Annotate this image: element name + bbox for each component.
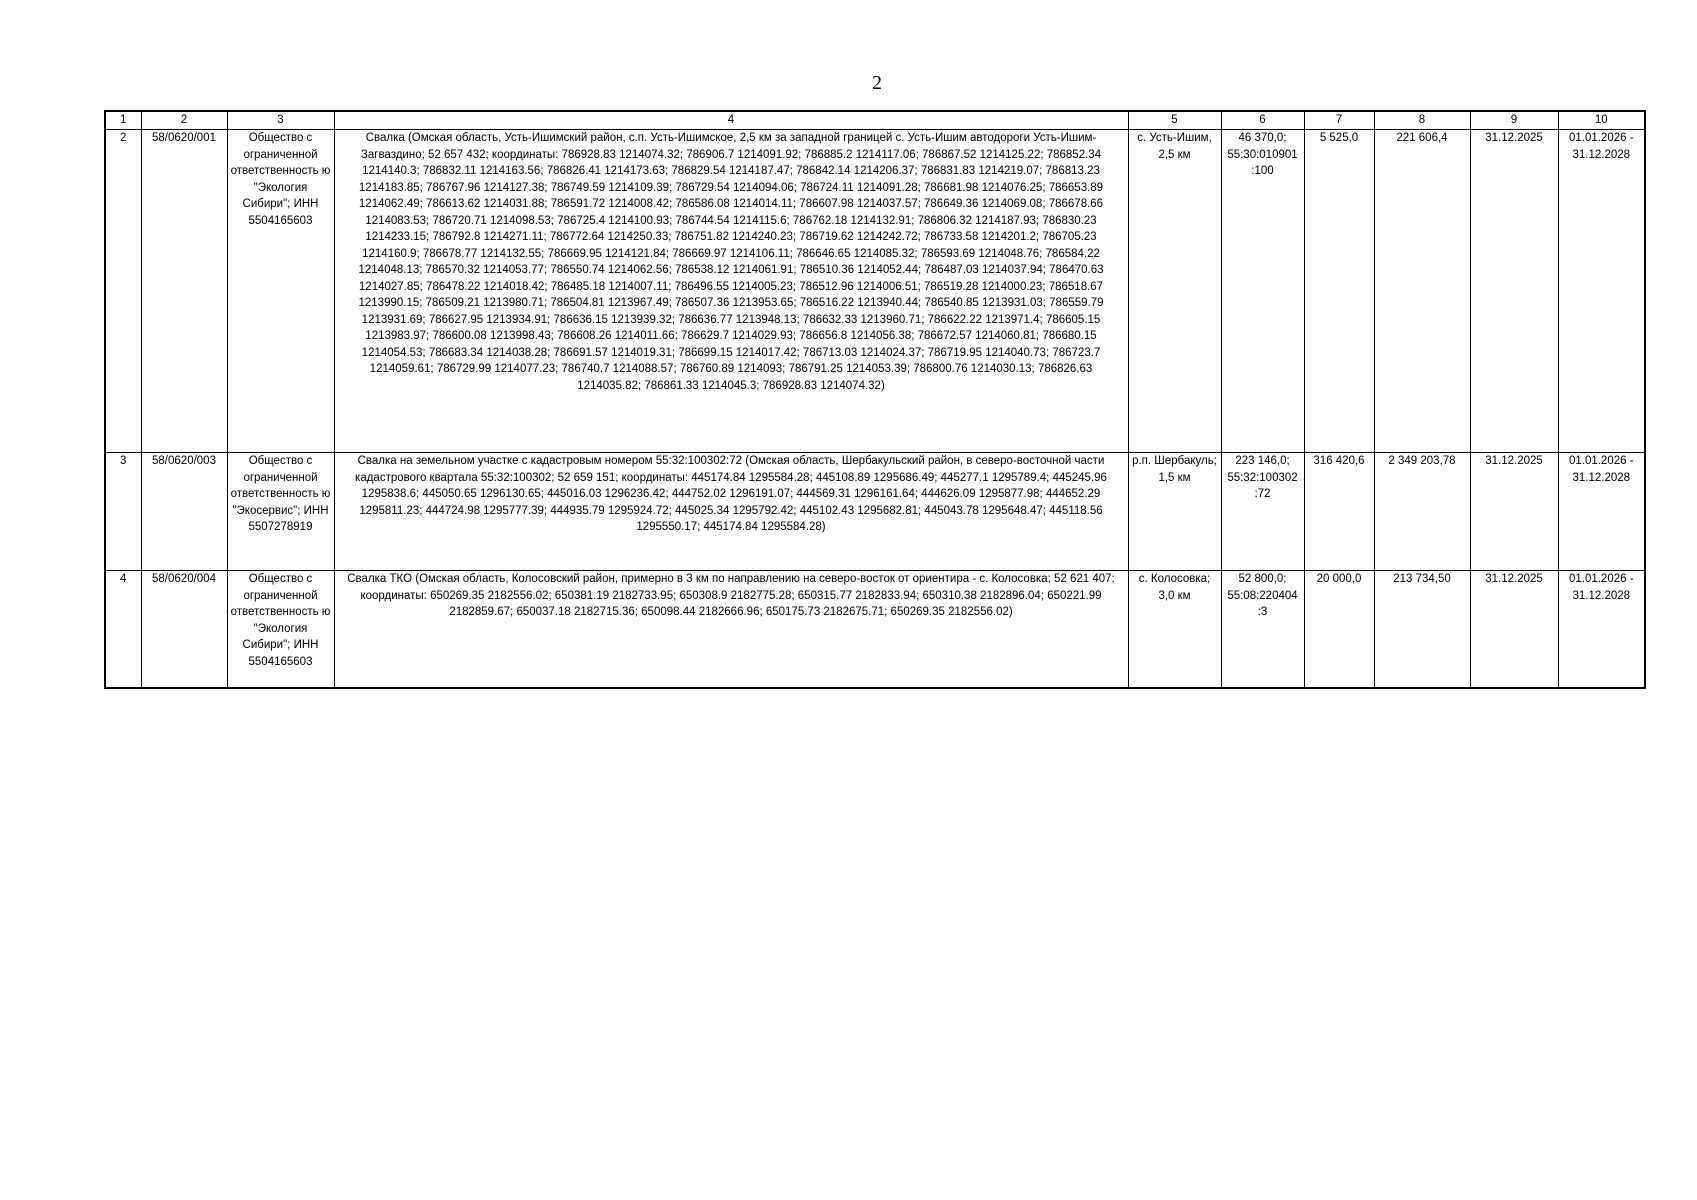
operator-cell: Общество с ограниченной ответственность ю "Экология Сибири"; ИНН 5504165603 [227,130,334,453]
location-cell: р.п. Шербакуль; 1,5 км [1128,453,1221,571]
period-cell: 01.01.2026 - 31.12.2028 [1558,571,1645,689]
table-header-row [105,111,1645,130]
registry-number-cell: 58/0620/003 [141,453,227,571]
area-cadastral-cell: 52 800,0; 55:08:220404 :3 [1221,571,1304,689]
column-header: 1 [105,111,141,130]
value-col7-cell: 20 000,0 [1304,571,1374,689]
column-header: 9 [1470,111,1558,130]
location-cell: с. Усть-Ишим, 2,5 км [1128,130,1221,453]
object-description-cell: Свалка (Омская область, Усть-Ишимский район, с.п. Усть-Ишимское, 2,5 км за западной границей с. Усть-Ишим автодороги Усть-Ишим-Загваздино; 52 657 432; координаты: 786928.83 1214074.32; 786906.7 1214091.92; 786885.2 1214117.06; 786867.52 1214125.22; 786852.34 1214140.3; 786832.11 1214163.56; 786826.41 1214173.63; 786829.54 1214187.47; 786842.14 1214206.37; 786831.83 1214219.07; 786813.23 1214183.85; 786767.96 1214127.38; 786749.59 1214109.39; 786729.54 1214094.06; 786724.11 1214091.28; 786681.98 1214076.25; 786653.89 1214062.49; 786613.62 1214031.88; 786591.72 1214008.42; 786586.08 1214014.11; 786607.98 1214037.57; 786649.36 1214069.08; 786678.66 1214083.53; 786720.71 1214098.53; 786725.4 1214100.93; 786744.54 1214115.6; 786762.18 1214132.91; 786806.32 1214187.93; 786830.23 1214233.15; 786792.8 1214271.11; 786772.64 1214250.33; 786751.82 1214240.23; 786719.62 1214242.72; 786733.58 1214201.2; 786705.23 1214160.9; 786678.77 1214132.55; 786669.95 1214121.84; 786669.97 1214106.11; 786646.65 1214085.32; 786593.69 1214048.76; 786584.22 1214048.13; 786570.32 1214053.77; 786550.74 1214062.56; 786538.12 1214061.91; 786510.36 1214052.44; 786487.03 1214037.94; 786470.63 1214027.85; 786478.22 1214018.42; 786485.18 1214007.11; 786496.55 1214005.23; 786512.96 1214006.51; 786519.28 1214000.23; 786518.67 1213990.15; 786509.21 1213980.71; 786504.81 1213967.49; 786507.36 1213953.65; 786516.22 1213940.44; 786540.85 1213931.03; 786559.79 1213931.69; 786627.95 1213934.91; 786636.15 1213939.32; 786636.77 1213948.13; 786632.33 1213960.71; 786622.22 1213971.4; 786605.15 1213983.97; 786600.08 1213998.43; 786608.26 1214011.66; 786629.7 1214029.93; 786656.8 1214056.38; 786672.57 1214060.81; 786680.15 1214054.53; 786683.34 1214038.28; 786691.57 1214019.31; 786699.15 1214017.42; 786713.03 1214024.37; 786719.95 1214040.73; 786723.7 1214059.61; 786729.99 1214077.23; 786740.7 1214088.57; 786760.89 1214093; 786791.25 1214053.39; 786800.76 1214030.13; 786826.63 1214035.82; 786861.33 1214045.3; 786928.83 1214074.32) [334,130,1128,453]
table-row [105,130,1645,453]
column-header: 3 [227,111,334,130]
registry-number-cell: 58/0620/004 [141,571,227,689]
column-header: 6 [1221,111,1304,130]
area-cadastral-cell: 46 370,0; 55:30:010901 :100 [1221,130,1304,453]
registry-number-cell: 58/0620/001 [141,130,227,453]
location-cell: с. Колосовка; 3,0 км [1128,571,1221,689]
row-number-cell: 4 [105,571,141,689]
column-header: 7 [1304,111,1374,130]
column-header: 4 [334,111,1128,130]
table-row [105,453,1645,571]
date-cell: 31.12.2025 [1470,130,1558,453]
table-row [105,571,1645,689]
column-header: 5 [1128,111,1221,130]
row-number-cell: 2 [105,130,141,453]
object-description-cell: Свалка на земельном участке с кадастровым номером 55:32:100302:72 (Омская область, Шербакульский район, в северо-восточной части кадастрового квартала 55:32:100302; 52 659 151; координаты: 445174.84 1295584.28; 445108.89 1295686.49; 445277.1 1295789.4; 445245.96 1295838.6; 445050.65 1296130.65; 445016.03 1296236.42; 444752.02 1296191.07; 444569.31 1296161.64; 444626.09 1295877.98; 444652.29 1295811.23; 444724.98 1295777.39; 444935.79 1295924.72; 445025.34 1295792.42; 445102.43 1295682.81; 445043.78 1295648.47; 445118.56 1295550.17; 445174.84 1295584.28) [334,453,1128,571]
value-col7-cell: 316 420,6 [1304,453,1374,571]
object-description-cell: Свалка ТКО (Омская область, Колосовский район, примерно в 3 км по направлению на северо-восток от ориентира - с. Колосовка; 52 621 407; координаты: 650269.35 2182556.02; 650381.19 2182733.95; 650308.9 2182775.28; 650315.77 2182833.94; 650310.38 2182896.04; 650221.99 2182859.67; 650037.18 2182715.36; 650098.44 2182666.96; 650175.73 2182675.71; 650269.35 2182556.02) [334,571,1128,689]
value-col7-cell: 5 525,0 [1304,130,1374,453]
area-cadastral-cell: 223 146,0; 55:32:100302 :72 [1221,453,1304,571]
date-cell: 31.12.2025 [1470,453,1558,571]
operator-cell: Общество с ограниченной ответственность ю "Экосервис"; ИНН 5507278919 [227,453,334,571]
date-cell: 31.12.2025 [1470,571,1558,689]
column-header: 2 [141,111,227,130]
value-col8-cell: 2 349 203,78 [1374,453,1470,571]
period-cell: 01.01.2026 - 31.12.2028 [1558,130,1645,453]
registry-table [104,110,1646,689]
operator-cell: Общество с ограниченной ответственность ю "Экология Сибири"; ИНН 5504165603 [227,571,334,689]
period-cell: 01.01.2026 - 31.12.2028 [1558,453,1645,571]
page-number: 2 [872,72,882,94]
column-header: 10 [1558,111,1645,130]
column-header: 8 [1374,111,1470,130]
row-number-cell: 3 [105,453,141,571]
value-col8-cell: 221 606,4 [1374,130,1470,453]
value-col8-cell: 213 734,50 [1374,571,1470,689]
